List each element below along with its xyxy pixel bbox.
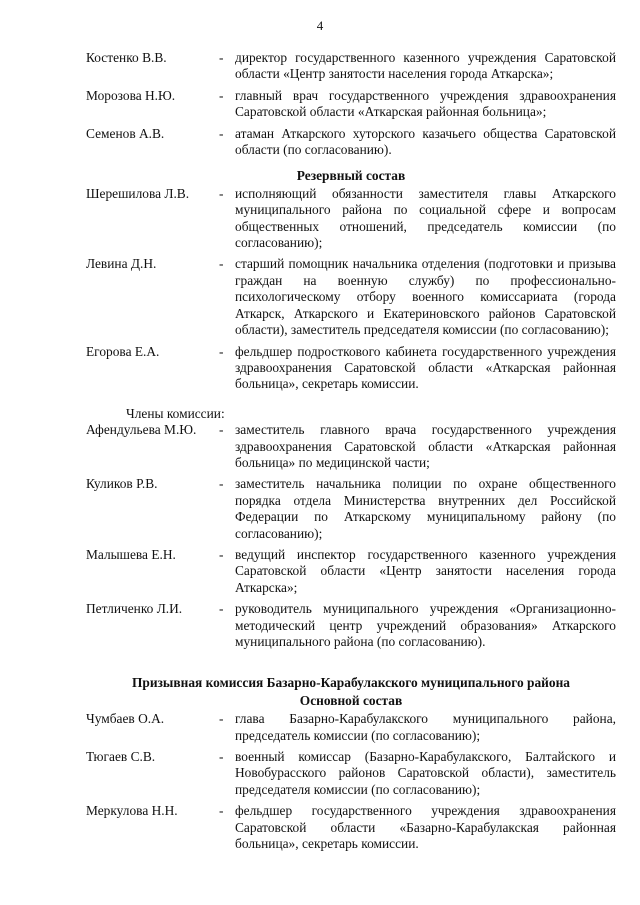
reserve-heading: Резервный состав [296, 168, 406, 184]
person-position: фельдшер государственного учреждения здравоохранения Саратовской области «Базарно-Карабулакская районная больница», секретарь комиссии. [235, 803, 616, 852]
person-position: глава Базарно-Карабулакского муниципального района, председатель комиссии (по согласованию); [235, 711, 616, 743]
main-list [86, 711, 616, 852]
members-label: Члены комиссии: [126, 405, 225, 421]
person-entry [86, 422, 616, 471]
person-name: Афендульева М.Ю. [86, 422, 197, 438]
person-entry [86, 749, 616, 798]
person-entry [86, 803, 616, 852]
document-body [86, 50, 616, 857]
person-entry [86, 186, 616, 252]
person-name: Малышева Е.Н. [86, 546, 176, 562]
person-position: заместитель начальника полиции по охране общественного порядка отдела Министерства внутренних дел Российской Федерации по Аткарскому муниципальному району (по согласованию); [235, 476, 616, 541]
dash-separator: - [219, 749, 224, 765]
dash-separator: - [219, 476, 224, 492]
dash-separator: - [219, 601, 224, 617]
person-name: Костенко В.В. [86, 50, 167, 65]
dash-separator: - [219, 546, 224, 562]
person-entry [86, 126, 616, 159]
dash-separator: - [219, 803, 224, 819]
dash-separator: - [219, 50, 224, 65]
person-name: Куликов Р.В. [86, 476, 158, 492]
person-entry [86, 601, 616, 650]
person-entry [86, 256, 616, 338]
person-position: фельдшер подросткового кабинета государственного учреждения здравоохранения Саратовской области «Аткарская районная больница», секретарь комиссии. [235, 343, 616, 392]
person-name: Чумбаев О.А. [86, 711, 165, 727]
person-entry [86, 711, 616, 744]
dash-separator: - [219, 256, 224, 272]
person-name: Меркулова Н.Н. [86, 803, 178, 819]
person-entry [86, 88, 616, 121]
person-position: исполняющий обязанности заместителя главы Аткарского муниципального района по социальной сфере и вопросам общественных отношений, председатель комиссии (по согласованию); [235, 185, 616, 251]
person-position: атаман Аткарского хуторского казачьего общества Саратовской области (по согласованию). [235, 125, 616, 158]
dash-separator: - [219, 87, 224, 103]
dash-separator: - [219, 185, 224, 201]
dash-separator: - [219, 422, 224, 438]
person-name: Шерешилова Л.В. [86, 185, 190, 201]
person-name: Петличенко Л.И. [86, 601, 183, 617]
person-name: Тюгаев С.В. [86, 749, 156, 765]
person-position: главный врач государственного учреждения здравоохранения Саратовской области «Аткарская районная больница»; [235, 87, 616, 120]
person-name: Егорова Е.А. [86, 343, 160, 359]
person-position: ведущий инспектор государственного казенного учреждения Саратовской области «Центр занятости населения города Аткарска»; [235, 546, 616, 595]
person-entry [86, 344, 616, 393]
main-heading: Основной состав [299, 692, 403, 708]
person-entry [86, 50, 616, 83]
person-name: Морозова Н.Ю. [86, 87, 176, 103]
dash-separator: - [219, 343, 224, 359]
person-name: Семенов А.В. [86, 125, 165, 141]
person-position: директор государственного казенного учреждения Саратовской области «Центр занятости населения города Аткарска»; [235, 50, 616, 82]
reserve-list [86, 186, 616, 393]
person-position: военный комиссар (Базарно-Карабулакского, Балтайского и Новобурасского районов Саратовской области), заместитель председателя комиссии (по согласованию); [235, 749, 616, 797]
commission-heading: Призывная комиссия Базарно-Карабулакского муниципального района [131, 675, 571, 691]
dash-separator: - [219, 125, 224, 141]
person-position: старший помощник начальника отделения (подготовки и призыва граждан на военную службу) по профессионально-психологическому отбору военного комиссариата (города Аткарск, Аткарского и Екатериновского районов Саратовской области), заместитель председателя комиссии (по согласованию); [235, 256, 616, 338]
person-position: заместитель главного врача государственного учреждения здравоохранения Саратовской области «Аткарская районная больница» по медицинской части; [235, 422, 616, 470]
person-entry [86, 547, 616, 596]
page-number: 4 [316, 18, 324, 33]
dash-separator: - [219, 711, 224, 727]
members-list [86, 422, 616, 650]
person-name: Левина Д.Н. [86, 256, 157, 272]
person-entry [86, 476, 616, 542]
section-top-list [86, 50, 616, 158]
person-position: руководитель муниципального учреждения «Организационно-методический центр учреждений образования» Аткарского муниципального района (по согласованию). [235, 601, 616, 649]
